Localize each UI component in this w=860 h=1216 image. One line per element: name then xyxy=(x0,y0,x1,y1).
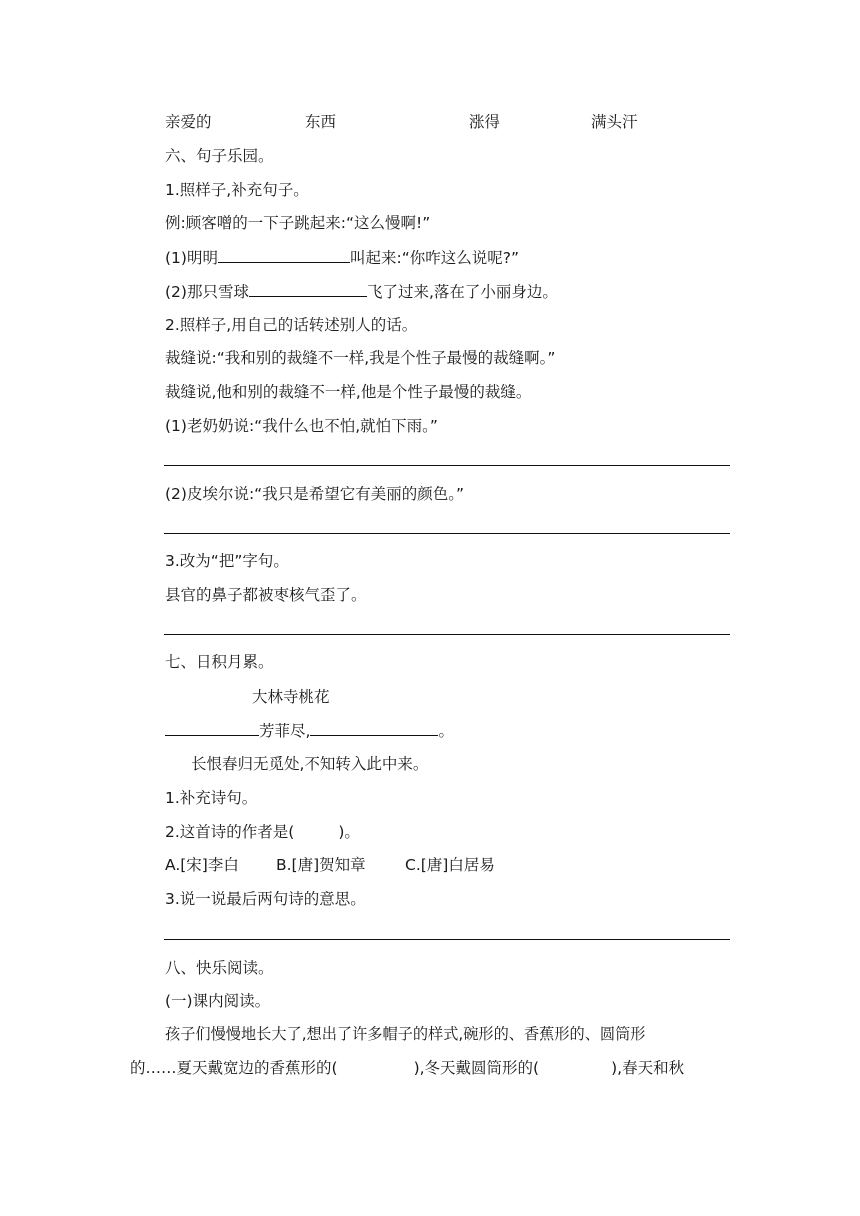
section-7-title: 七、日积月累。 xyxy=(165,653,274,671)
example-6-2-quote: 裁缝说:“我和别的裁缝不一样,我是个性子最慢的裁缝啊。” xyxy=(165,349,556,367)
poem-line-1 xyxy=(165,720,454,741)
answer-line[interactable] xyxy=(164,634,730,635)
sentence-6-3: 县官的鼻子都被枣核气歪了。 xyxy=(165,586,367,604)
answer-blank[interactable] xyxy=(218,247,350,263)
question-7-3: 3.说一说最后两句诗的意思。 xyxy=(165,890,366,908)
question-6-3: 3.改为“把”字句。 xyxy=(165,552,289,570)
section-6-title: 六、句子乐园。 xyxy=(165,147,274,165)
reading-para-line-2-a: 的……夏天戴宽边的香蕉形的( xyxy=(130,1059,338,1077)
answer-blank[interactable] xyxy=(310,720,438,736)
fill-6-1-1-prefix: (1)明明 xyxy=(165,249,218,267)
answer-line[interactable] xyxy=(164,465,730,466)
section-8-subtitle: (一)课内阅读。 xyxy=(165,992,271,1010)
example-6-1: 例:顾客噌的一下子跳起来:“这么慢啊!” xyxy=(165,214,431,232)
option-b[interactable]: B.[唐]贺知章 xyxy=(276,856,366,874)
poem-line-1-end: 。 xyxy=(438,722,454,740)
answer-blank[interactable] xyxy=(165,720,259,736)
reading-para-line-1: 孩子们慢慢地长大了,想出了许多帽子的样式,碗形的、香蕉形的、圆筒形 xyxy=(165,1025,646,1043)
section-8-title: 八、快乐阅读。 xyxy=(165,959,274,977)
question-7-2-text: 2.这首诗的作者是( xyxy=(165,823,295,841)
fill-6-1-1 xyxy=(165,247,519,268)
question-7-2 xyxy=(165,822,360,842)
fill-6-1-1-suffix: 叫起来:“你咋这么说呢?” xyxy=(349,249,519,267)
question-7-1: 1.补充诗句。 xyxy=(165,789,258,807)
question-6-2: 2.照样子,用自己的话转述别人的话。 xyxy=(165,316,418,334)
word-1: 亲爱的 xyxy=(165,113,212,131)
fill-6-1-2-prefix: (2)那只雪球 xyxy=(165,283,249,301)
option-c[interactable]: C.[唐]白居易 xyxy=(405,856,495,874)
answer-line[interactable] xyxy=(164,533,730,534)
poem-line-2: 长恨春归无觅处,不知转入此中来。 xyxy=(191,755,429,773)
word-2: 东西 xyxy=(305,113,337,131)
example-6-2-reported: 裁缝说,他和别的裁缝不一样,他是个性子最慢的裁缝。 xyxy=(165,383,532,401)
poem-title: 大林寺桃花 xyxy=(252,688,330,706)
word-3: 涨得 xyxy=(469,113,501,131)
word-4: 满头汗 xyxy=(591,113,638,131)
option-a[interactable]: A.[宋]李白 xyxy=(165,856,239,874)
reading-para-line-2-b: ),冬天戴圆筒形的( xyxy=(413,1059,540,1077)
question-7-2-close: )。 xyxy=(338,823,360,841)
poem-line-1-mid: 芳菲尽, xyxy=(259,722,311,740)
reading-para-line-2 xyxy=(130,1058,684,1078)
reading-para-line-2-c: ),春天和秋 xyxy=(611,1059,685,1077)
answer-blank[interactable] xyxy=(249,281,367,297)
question-6-2-2: (2)皮埃尔说:“我只是希望它有美丽的颜色。” xyxy=(165,485,464,503)
question-6-1: 1.照样子,补充句子。 xyxy=(165,181,309,199)
answer-line[interactable] xyxy=(164,939,730,940)
fill-6-1-2 xyxy=(165,281,558,302)
fill-6-1-2-suffix: 飞了过来,落在了小丽身边。 xyxy=(366,283,558,301)
question-6-2-1: (1)老奶奶说:“我什么也不怕,就怕下雨。” xyxy=(165,417,438,435)
